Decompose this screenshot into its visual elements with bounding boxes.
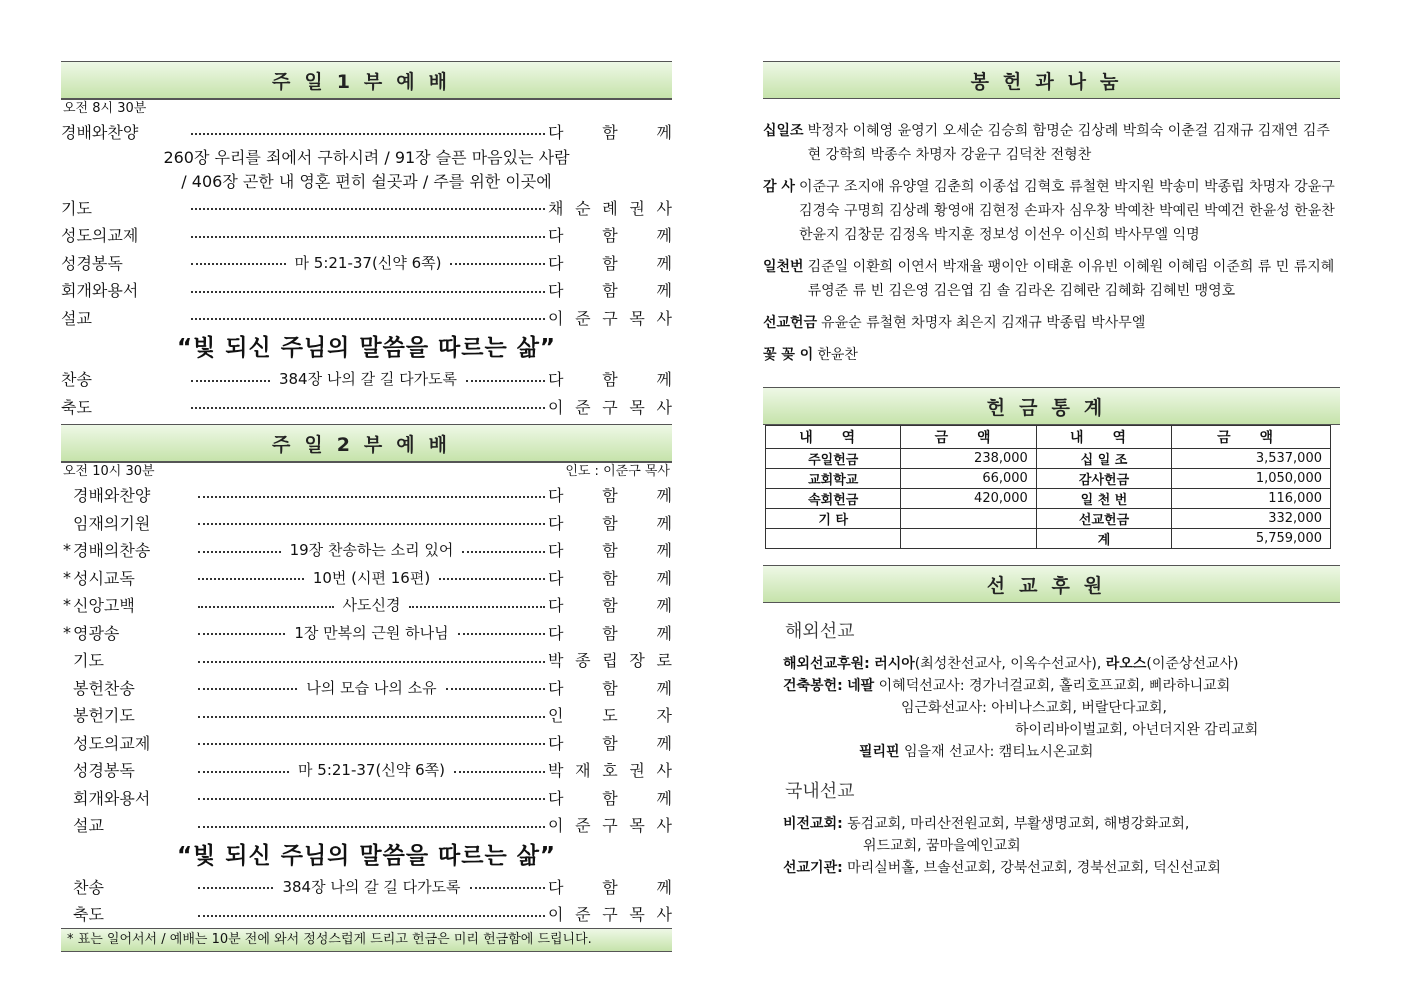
- item-cell: 십 일 조: [1036, 449, 1171, 469]
- leader-dots: [409, 606, 545, 608]
- offering-type: 감 사: [763, 179, 795, 195]
- service1-row: [61, 365, 672, 393]
- amount-cell: [901, 529, 1036, 549]
- leader-dots: [191, 133, 545, 135]
- leader-dots: [198, 633, 285, 635]
- item-cell: 선교헌금: [1036, 509, 1171, 529]
- item-label: 성시교독: [73, 568, 135, 588]
- item-label: 경배와찬양: [61, 123, 139, 143]
- leader-dots: [198, 606, 334, 608]
- leader-dots: [191, 380, 270, 382]
- item-detail: 나의 모습 나의 소유: [306, 678, 437, 697]
- item-label: 성경봉독: [61, 253, 123, 273]
- sermon-title: “빛 되신 주님의 말씀을 따르는 삶”: [176, 842, 557, 869]
- leader-dots: [198, 716, 545, 718]
- item-label: 찬송: [61, 370, 92, 390]
- offering-group: [763, 175, 1340, 247]
- leader-dots: [458, 633, 545, 635]
- service2-row: [61, 509, 672, 537]
- leader-dots: [198, 915, 545, 917]
- leader-dots: [191, 318, 545, 320]
- item-person: 채 순 례 권 사: [548, 198, 672, 218]
- item-cell: 교회학교: [766, 469, 901, 489]
- amount-cell: 238,000: [901, 449, 1036, 469]
- item-person: 다 함 께: [548, 788, 672, 808]
- leader-dots: [466, 380, 545, 382]
- item-detail: 384장 나의 갈 길 다가도록: [278, 370, 458, 389]
- right-column: [763, 61, 1340, 879]
- service1-time: 오전 8시 30분: [61, 99, 672, 118]
- item-person: 박 종 립 장 로: [548, 651, 672, 671]
- service2-row: [61, 481, 672, 509]
- leader-dots: [198, 771, 289, 773]
- item-label: 설교: [73, 816, 104, 836]
- item-cell: 계: [1036, 529, 1171, 549]
- table-row: [766, 489, 1331, 509]
- amount-cell: 116,000: [1172, 489, 1331, 509]
- left-column: [61, 61, 672, 952]
- service1-row: [61, 393, 672, 421]
- amount-cell: 332,000: [1172, 509, 1331, 529]
- sermon-title: “빛 되신 주님의 말씀을 따르는 삶”: [176, 335, 557, 361]
- service2-row: [61, 811, 672, 839]
- required-mark: *: [63, 622, 71, 642]
- item-person: 이 준 구 목 사: [548, 308, 672, 328]
- leader-dots: [191, 291, 545, 293]
- item-person: 다 함 께: [548, 123, 672, 143]
- item-cell: [766, 529, 901, 549]
- leader-dots: [198, 887, 273, 889]
- leader-dots: [198, 578, 304, 580]
- donor-names: 김준일 이환희 이연서 박재율 팽이안 이태훈 이유빈 이혜원 이혜림 이준희 류 민 류지혜 류영준 류 빈 김은영 김은엽 김 솔 김라온 김혜란 김혜화 김혜빈 맹영호: [807, 259, 1335, 299]
- item-person: 다 함 께: [548, 623, 673, 643]
- item-cell: 감사헌금: [1036, 469, 1171, 489]
- required-mark: *: [63, 540, 71, 560]
- overseas-list: 해외선교후원: 러시아(최성찬선교사, 이옥수선교사), 라오스(이준상선교사) 건축봉헌: 네팔 이혜덕선교사: 경가너걸교회, 홀리호프교회, 삐라하니교회 임근화선교사: 아비나스교회, 버랄단다교회, 하이리바이벌교회, 아넌더지완 감리교회 필리핀 임을재 선교사: 캠티뇨시온교회: [783, 656, 1259, 760]
- offering-group: [763, 119, 1340, 167]
- column-header: 금 액: [1172, 426, 1331, 449]
- amount-cell: 420,000: [901, 489, 1036, 509]
- item-label: 성도의교제: [61, 226, 139, 246]
- notice-bar: * 표는 일어서서 / 예배는 10분 전에 와서 정성스럽게 드리고 헌금은 미리 헌금함에 드립니다.: [61, 928, 672, 952]
- donor-names: 유윤순 류철현 차명자 최은지 김재규 박종립 박사무엘: [821, 315, 1146, 331]
- offering-group: [763, 311, 1340, 335]
- item-label: 임재의기원: [73, 513, 151, 533]
- mission-header: 선교후원: [763, 565, 1340, 603]
- column-header: 내 역: [766, 426, 901, 449]
- service2-row: [61, 756, 672, 784]
- service2-leader: 인도 : 이준구 목사: [565, 464, 670, 479]
- item-cell: 기 타: [766, 509, 901, 529]
- table-row: [766, 469, 1331, 489]
- offering-type: 십일조: [763, 123, 804, 139]
- item-label: 신앙고백: [73, 596, 135, 616]
- leader-dots: [198, 798, 545, 800]
- service2-subheader: [61, 462, 672, 481]
- offering-type: 꽃 꽂 이: [763, 347, 814, 363]
- item-person: 다 함 께: [548, 253, 672, 273]
- item-detail: 1장 만복의 근원 하나님: [294, 623, 449, 642]
- amount-cell: 5,759,000: [1172, 529, 1331, 549]
- service1-row: [61, 118, 672, 146]
- leader-dots: [470, 887, 545, 889]
- item-label: 영광송: [73, 623, 120, 643]
- item-label: 회개와용서: [61, 281, 139, 301]
- item-cell: 일 천 번: [1036, 489, 1171, 509]
- item-label: 경배의찬송: [73, 541, 151, 561]
- service2-row: [61, 900, 672, 928]
- service2-row: [61, 729, 672, 757]
- service2-header: 주일2부예배: [61, 424, 672, 462]
- item-person: 다 함 께: [548, 486, 672, 506]
- item-detail: 마 5:21-37(신약 6쪽): [294, 253, 442, 272]
- leader-dots: [198, 523, 545, 525]
- amount-cell: [901, 509, 1036, 529]
- amount-cell: 66,000: [901, 469, 1036, 489]
- leader-dots: [198, 661, 545, 663]
- amount-cell: 3,537,000: [1172, 449, 1331, 469]
- service2-row: [61, 701, 672, 729]
- item-detail: 10번 (시편 16편): [312, 568, 431, 587]
- item-label: 설교: [61, 308, 92, 328]
- item-person: 박 재 호 권 사: [548, 761, 672, 781]
- item-person: 다 함 께: [548, 281, 672, 301]
- item-person: 다 함 께: [548, 733, 672, 753]
- item-person: 인 도 자: [548, 706, 672, 726]
- leader-dots: [198, 826, 545, 828]
- leader-dots: [191, 263, 286, 265]
- donor-names: 이준구 조지애 유양열 김춘희 이종섭 김혁호 류철현 박지원 박송미 박종립 차명자 강윤구 김경숙 구명희 김상례 황영애 김현정 손파자 심우창 박예찬 박예린 박예건 한윤성 한윤찬 한윤지 김창문 김정옥 박지훈 정보성 이선우 이신희 박사무엘 익명: [798, 179, 1335, 243]
- service2-row: [61, 591, 672, 619]
- item-person: 다 함 께: [548, 513, 672, 533]
- stats-header: 헌금통계: [763, 387, 1340, 425]
- item-label: 성경봉독: [73, 761, 135, 781]
- offering-type: 일천번: [763, 259, 804, 275]
- leader-dots: [191, 407, 545, 409]
- item-person: 다 함 께: [548, 226, 672, 246]
- hymn-list: 260장 우리를 죄에서 구하시려 / 91장 슬픈 마음있는 사람: [163, 147, 570, 167]
- service1-row: [61, 276, 672, 304]
- table-row: [766, 529, 1331, 549]
- leader-dots: [198, 743, 545, 745]
- item-label: 경배와찬양: [73, 486, 151, 506]
- offering-stats-table: [765, 425, 1331, 549]
- item-label: 봉헌기도: [73, 706, 135, 726]
- service2-row: [61, 674, 672, 702]
- item-person: 이 준 구 목 사: [548, 397, 672, 417]
- domestic-title: 국내선교: [785, 781, 855, 802]
- item-cell: 주일헌금: [766, 449, 901, 469]
- leader-dots: [191, 208, 545, 210]
- leader-dots: [191, 236, 545, 238]
- leader-dots: [450, 263, 545, 265]
- domestic-list: 비전교회: 동검교회, 마리산전원교회, 부활생명교회, 해병강화교회, 위드교회, 꿈마을예인교회 선교기관: 마리실버홀, 브솔선교회, 강북선교회, 경북선교회, 덕신선교회: [783, 816, 1221, 876]
- leader-dots: [198, 551, 281, 553]
- leader-dots: [454, 771, 545, 773]
- item-label: 기도: [61, 198, 92, 218]
- service2-row: [61, 564, 672, 592]
- item-detail: 사도신경: [342, 596, 401, 615]
- service2-row: [61, 646, 672, 674]
- service1-row: [61, 304, 672, 332]
- item-label: 찬송: [73, 877, 104, 897]
- item-person: 다 함 께: [548, 568, 672, 588]
- column-header: 내 역: [1036, 426, 1171, 449]
- item-detail: 19장 찬송하는 소리 있어: [289, 541, 454, 560]
- service1-row: [61, 249, 672, 277]
- required-mark: *: [63, 595, 71, 615]
- donor-names: 박정자 이혜영 윤영기 오세순 김승희 함명순 김상례 박희숙 이춘걸 김재규 김재연 김주현 강학희 박종수 차명자 강윤구 김덕찬 전형찬: [807, 123, 1330, 163]
- item-label: 성도의교제: [73, 733, 151, 753]
- service1-row: [61, 221, 672, 249]
- service1-header: 주일1부예배: [61, 61, 672, 99]
- item-detail: 384장 나의 갈 길 다가도록: [282, 877, 461, 896]
- overseas-title: 해외선교: [785, 621, 855, 642]
- item-detail: 마 5:21-37(신약 6쪽): [298, 761, 445, 780]
- item-person: 다 함 께: [548, 370, 672, 390]
- service2-row: [61, 619, 672, 647]
- service2-row: [61, 873, 672, 901]
- item-person: 이 준 구 목 사: [548, 816, 672, 836]
- service2-time: 오전 10시 30분: [63, 464, 155, 479]
- offering-group: [763, 343, 1340, 367]
- column-header: 금 액: [901, 426, 1036, 449]
- table-row: [766, 449, 1331, 469]
- item-person: 다 함 께: [548, 541, 672, 561]
- service2-row: [61, 536, 672, 564]
- item-person: 다 함 께: [548, 877, 672, 897]
- item-person: 다 함 께: [548, 678, 673, 698]
- donor-names: 한윤찬: [817, 347, 858, 363]
- item-label: 기도: [73, 651, 104, 671]
- leader-dots: [439, 578, 545, 580]
- item-person: 다 함 께: [548, 596, 672, 616]
- item-label: 축도: [73, 905, 104, 925]
- offering-group: [763, 255, 1340, 303]
- service1-row: [61, 194, 672, 222]
- required-mark: *: [63, 567, 71, 587]
- amount-cell: 1,050,000: [1172, 469, 1331, 489]
- service2-row: [61, 784, 672, 812]
- leader-dots: [198, 688, 297, 690]
- item-person: 이 준 구 목 사: [548, 905, 672, 925]
- offering-type: 선교헌금: [763, 315, 818, 331]
- leader-dots: [462, 551, 545, 553]
- item-cell: 속회헌금: [766, 489, 901, 509]
- hymn-list: / 406장 곤한 내 영혼 편히 쉴곳과 / 주를 위한 이곳에: [181, 171, 552, 191]
- offering-header: 봉헌과나눔: [763, 61, 1340, 99]
- leader-dots: [198, 496, 545, 498]
- item-label: 회개와용서: [73, 788, 151, 808]
- table-row: [766, 509, 1331, 529]
- leader-dots: [446, 688, 545, 690]
- item-label: 봉헌찬송: [73, 678, 135, 698]
- item-label: 축도: [61, 397, 92, 417]
